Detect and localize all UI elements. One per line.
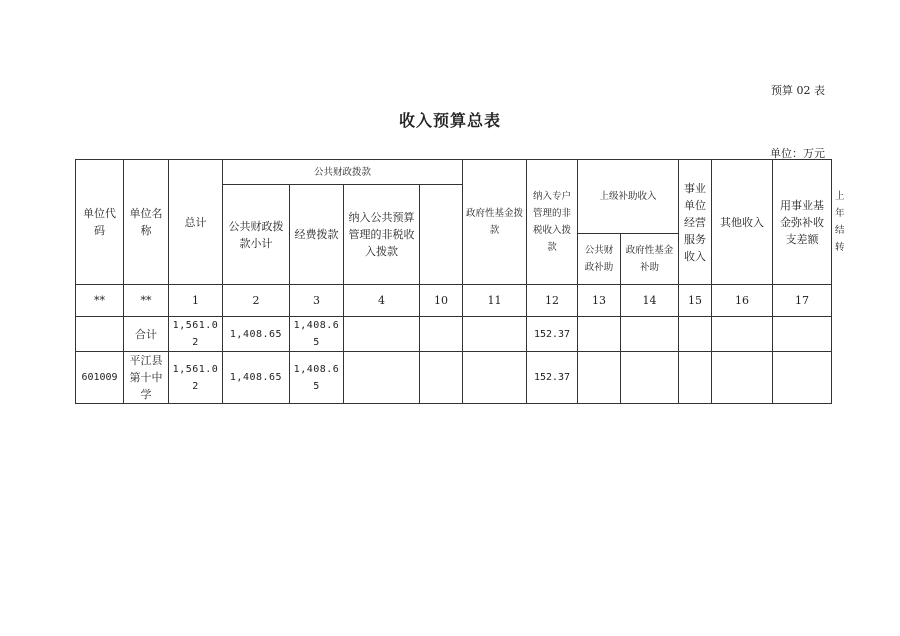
cell-total: 1,561.02: [169, 317, 223, 352]
cell-non-tax-special: [463, 317, 527, 352]
cell-business: [621, 352, 679, 404]
cell-fund-supplement: [712, 352, 773, 404]
cell-gov-fund-subsidy: [578, 317, 621, 352]
index-cell: 11: [463, 285, 527, 317]
header-unit-name: 单位名称: [124, 160, 169, 285]
cell-expense: 1,408.65: [290, 352, 344, 404]
index-cell: 3: [290, 285, 344, 317]
header-row-1: 单位代码 单位名称 总计 公共财政拨款 政府性基金拨款 纳入专户管理的非税收入拨款 上级补助收入 事业单位经营服务收入 其他收入 用事业基金弥补收支差额 上年结转: [76, 160, 832, 185]
index-cell: **: [124, 285, 169, 317]
cell-subtotal: 1,408.65: [223, 317, 290, 352]
cell-expense: 1,408.65: [290, 317, 344, 352]
header-public-finance: 公共财政拨款: [223, 160, 463, 185]
index-cell: 17: [773, 285, 832, 317]
header-public-finance-subtotal: 公共财政拨款小计: [223, 185, 290, 285]
cell-non-tax-public: [344, 352, 420, 404]
cell-fund-supplement: [712, 317, 773, 352]
cell-total: 1,561.02: [169, 352, 223, 404]
page-title: 收入预算总表: [398, 111, 501, 130]
header-non-tax-special: 纳入专户管理的非税收入拨款: [527, 160, 578, 285]
index-cell: 12: [527, 285, 578, 317]
index-cell: 15: [679, 285, 712, 317]
cell-gov-fund: [420, 317, 463, 352]
cell-non-tax-special: [463, 352, 527, 404]
header-superior-subsidy: 上级补助收入: [578, 160, 679, 234]
index-cell: **: [76, 285, 124, 317]
header-unit-code: 单位代码: [76, 160, 124, 285]
unit-label: 单位：万元: [770, 147, 825, 160]
index-cell: 10: [420, 285, 463, 317]
header-gov-fund: 政府性基金拨款: [463, 160, 527, 285]
cell-business: [621, 317, 679, 352]
cell-code: 601009: [76, 352, 124, 404]
cell-carryover: [773, 317, 832, 352]
cell-subtotal: 1,408.65: [223, 352, 290, 404]
index-cell: 4: [344, 285, 420, 317]
cell-public-subsidy: 152.37: [527, 317, 578, 352]
header-hidden-col: [420, 185, 463, 285]
cell-other: [679, 352, 712, 404]
cell-gov-fund-subsidy: [578, 352, 621, 404]
table-row: [76, 317, 832, 352]
index-row: [76, 285, 832, 317]
cell-gov-fund: [420, 352, 463, 404]
index-cell: 2: [223, 285, 290, 317]
cell-code: [76, 317, 124, 352]
header-expense-allocation: 经费拨款: [290, 185, 344, 285]
index-cell: 16: [712, 285, 773, 317]
cell-carryover: [773, 352, 832, 404]
header-gov-fund-subsidy: 政府性基金补助: [621, 234, 679, 285]
table-row: [76, 352, 832, 404]
header-business-income: 事业单位经营服务收入: [679, 160, 712, 285]
header-public-finance-subsidy: 公共财政补助: [578, 234, 621, 285]
income-budget-table: [75, 159, 845, 404]
cell-name: 平江县第十中学: [124, 352, 169, 404]
index-cell: 1: [169, 285, 223, 317]
header-fund-supplement: 用事业基金弥补收支差额: [773, 160, 832, 285]
index-cell: 13: [578, 285, 621, 317]
cell-non-tax-public: [344, 317, 420, 352]
cell-other: [679, 317, 712, 352]
cell-name: 合计: [124, 317, 169, 352]
cell-public-subsidy: 152.37: [527, 352, 578, 404]
index-cell: 14: [621, 285, 679, 317]
header-total: 总计: [169, 160, 223, 285]
header-non-tax-public: 纳入公共预算管理的非税收入拨款: [344, 185, 420, 285]
form-number: 预算 02 表: [771, 84, 825, 97]
header-other-income: 其他收入: [712, 160, 773, 285]
